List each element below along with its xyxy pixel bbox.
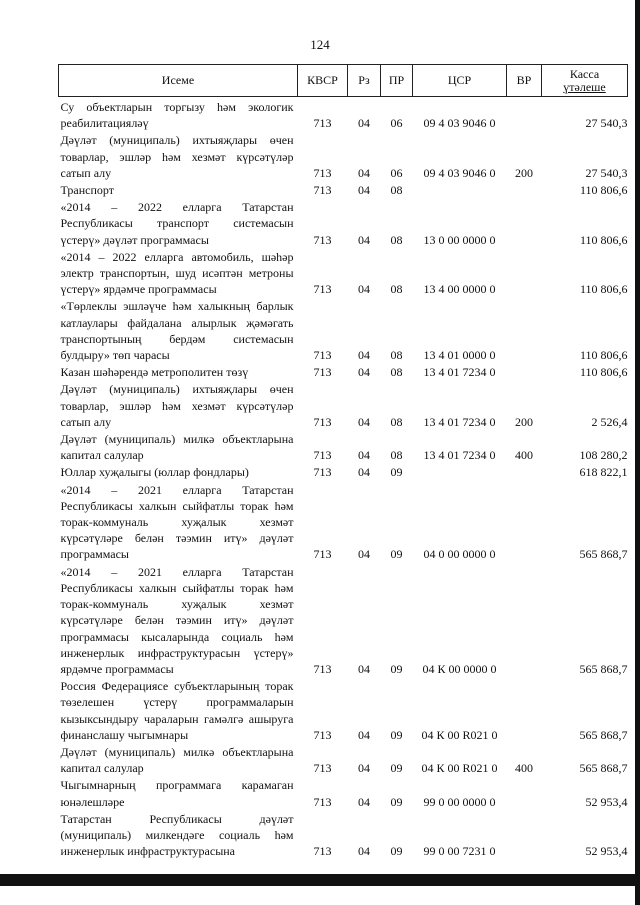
row-kvsr: 713	[313, 794, 332, 809]
table-row	[59, 199, 628, 249]
row-pr: 08	[390, 183, 403, 198]
row-rz: 04	[358, 761, 370, 776]
row-name: Дәүләт (муниципаль) ихтыяҗлары өчен товарлар, эшләр һәм хезмәт күрсәтүләр сатып алу	[60, 133, 294, 180]
row-sum: 565 868,7	[579, 727, 628, 742]
row-rz: 04	[358, 448, 370, 463]
row-rz: 04	[358, 727, 370, 742]
header-pr: ПР	[381, 65, 413, 97]
table-row	[59, 249, 628, 299]
row-sum: 565 868,7	[579, 761, 628, 776]
row-vr	[507, 182, 542, 199]
row-kvsr: 713	[313, 282, 332, 297]
row-kvsr: 713	[313, 232, 332, 247]
row-pr: 08	[390, 348, 403, 363]
row-name: Транспорт	[60, 183, 114, 198]
row-kvsr: 713	[313, 661, 332, 676]
row-pr: 08	[390, 414, 403, 429]
row-sum: 110 806,6	[579, 348, 628, 363]
row-name: «2014 – 2021 елларга Татарстан Республикасы халкын сыйфатлы торак һәм торак-коммуналь хуҗалык хезмәт күрсәтүләре белән тәэмин итү» дәүләт программасы	[60, 482, 294, 562]
row-sum: 110 806,6	[579, 183, 628, 198]
row-rz: 04	[358, 116, 370, 131]
row-vr	[507, 482, 542, 564]
row-vr: 200	[515, 165, 533, 180]
row-sum: 565 868,7	[579, 547, 628, 562]
row-kvsr: 713	[313, 761, 332, 776]
row-vr: 200	[515, 414, 533, 429]
row-sum: 110 806,6	[579, 365, 628, 380]
row-kvsr: 713	[313, 183, 332, 198]
row-name: «2014 – 2022 елларга автомобиль, шәһәр электр транспортын, шуд исәптән метроны үстерү» ярдәмче программасы	[60, 249, 294, 297]
row-sum: 108 280,2	[579, 448, 628, 463]
row-pr: 08	[390, 365, 403, 380]
table-row	[59, 811, 628, 861]
row-sum: 52 953,4	[585, 844, 628, 859]
table-row	[59, 464, 628, 481]
row-name: Чыгымнарның программага карамаган юнәлешләре	[60, 778, 294, 809]
table-row	[59, 744, 628, 777]
row-pr: 09	[390, 547, 403, 562]
row-name: Россия Федерациясе субъектларының торак төзелешен үстерү программаларын кызыксындыру чараларын гамәлгә ашыруга финанслашу чыгымнары	[60, 679, 294, 742]
row-pr: 06	[390, 116, 403, 131]
row-pr: 09	[390, 727, 403, 742]
header-sum	[542, 65, 628, 97]
row-name: «Төрлеклы эшләүче һәм халыкның барлык катлаулары файдалана алырлык җәмәгать транспортының бердәм системасын булдыру» төп чарасы	[60, 299, 294, 363]
row-sum: 27 540,3	[585, 165, 628, 180]
row-pr: 08	[390, 448, 403, 463]
row-rz: 04	[358, 348, 370, 363]
table-row	[59, 564, 628, 678]
table-row	[59, 97, 628, 133]
row-rz: 04	[358, 465, 370, 480]
row-csr: 04 К 00 R021 0	[421, 761, 498, 776]
row-rz: 04	[358, 547, 370, 562]
row-name: Дәүләт (муниципаль) милкә объектларына капитал салулар	[60, 744, 294, 776]
row-name: Казан шәһәрендә метрополитен төзү	[60, 365, 249, 380]
header-kvsr: КВСР	[298, 65, 348, 97]
row-csr: 13 4 01 7234 0	[423, 414, 496, 429]
row-vr	[507, 678, 542, 744]
row-rz: 04	[358, 183, 370, 198]
row-sum: 618 822,1	[579, 465, 628, 480]
row-name: Татарстан Республикасы дәүләт (муниципаль) милкендәге социаль һәм инженерлык инфраструктурасына	[60, 811, 294, 859]
header-name: Исеме	[59, 65, 298, 97]
row-kvsr: 713	[313, 465, 332, 480]
row-vr	[507, 564, 542, 678]
row-vr: 400	[515, 448, 533, 463]
row-kvsr: 713	[313, 414, 332, 429]
row-kvsr: 713	[313, 547, 332, 562]
row-csr: 13 0 00 0000 0	[423, 232, 496, 247]
row-sum: 2 526,4	[591, 414, 628, 429]
row-csr: 99 0 00 7231 0	[423, 844, 496, 859]
row-sum: 110 806,6	[579, 282, 628, 297]
row-kvsr: 713	[313, 844, 332, 859]
budget-table	[58, 64, 628, 860]
row-csr	[413, 464, 507, 481]
row-pr: 09	[390, 844, 403, 859]
row-kvsr: 713	[313, 448, 332, 463]
row-sum: 565 868,7	[579, 661, 628, 676]
row-name: Су объектларын торгызу һәм экологик реабилитацияләү	[60, 100, 294, 131]
row-rz: 04	[358, 661, 370, 676]
row-pr: 09	[390, 465, 403, 480]
row-rz: 04	[358, 365, 370, 380]
table-row	[59, 182, 628, 199]
row-pr: 06	[390, 165, 403, 180]
row-name: «2014 – 2021 елларга Татарстан Республикасы халкын сыйфатлы торак һәм торак-коммуналь хуҗалык хезмәт күрсәтүләре белән тәэмин итү» дәүләт программасы кысаларында социаль һәм инженерлык инфраструктурасын үстерү» ярдәмче программасы	[60, 564, 294, 676]
row-name: Юллар хуҗалыгы (юллар фондлары)	[60, 465, 249, 480]
row-pr: 08	[390, 232, 403, 247]
row-csr: 13 4 01 0000 0	[423, 348, 496, 363]
row-kvsr: 713	[313, 727, 332, 742]
row-kvsr: 713	[313, 348, 332, 363]
row-name: Дәүләт (муниципаль) милкә объектларына капитал салулар	[60, 432, 294, 463]
row-vr	[507, 811, 542, 861]
row-pr: 09	[390, 761, 403, 776]
header-csr: ЦСР	[413, 65, 507, 97]
row-csr: 13 4 00 0000 0	[423, 282, 496, 297]
page-number: 124	[310, 37, 330, 52]
row-csr: 04 0 00 0000 0	[423, 547, 496, 562]
row-csr: 04 К 00 0000 0	[422, 661, 497, 676]
row-vr	[507, 249, 542, 299]
table-row	[59, 482, 628, 564]
row-sum: 27 540,3	[585, 116, 628, 131]
row-csr: 13 4 01 7234 0	[423, 448, 496, 463]
table-row	[59, 777, 628, 810]
header-vr: ВР	[507, 65, 542, 97]
row-sum: 52 953,4	[585, 794, 628, 809]
row-rz: 04	[358, 165, 370, 180]
row-rz: 04	[358, 232, 370, 247]
row-pr: 08	[390, 282, 403, 297]
header-rz: Рз	[348, 65, 381, 97]
row-name: «2014 – 2022 елларга Татарстан Республикасы транспорт системасын үстерү» дәүләт программасы	[60, 200, 294, 247]
table-row	[59, 132, 628, 182]
table-row	[59, 678, 628, 744]
header-sum-line1: Касса	[569, 66, 600, 81]
row-pr: 09	[390, 794, 403, 809]
header-sum-line2: үтәлеше	[563, 79, 606, 94]
row-pr: 09	[390, 661, 403, 676]
table-row	[59, 381, 628, 431]
row-kvsr: 713	[313, 165, 332, 180]
row-sum: 110 806,6	[579, 232, 628, 247]
row-csr: 13 4 01 7234 0	[423, 365, 496, 380]
row-rz: 04	[358, 844, 370, 859]
row-csr: 04 К 00 R021 0	[421, 727, 498, 742]
row-vr: 400	[515, 761, 533, 776]
table-row	[59, 431, 628, 464]
row-vr	[507, 97, 542, 133]
scan-bottom-bar	[0, 874, 640, 886]
row-vr	[507, 464, 542, 481]
row-rz: 04	[358, 414, 370, 429]
row-csr: 09 4 03 9046 0	[423, 165, 496, 180]
row-vr	[507, 298, 542, 364]
row-csr: 09 4 03 9046 0	[423, 116, 496, 131]
row-csr: 99 0 00 0000 0	[423, 794, 496, 809]
row-rz: 04	[358, 794, 370, 809]
row-vr	[507, 199, 542, 249]
row-csr	[413, 182, 507, 199]
row-vr	[507, 364, 542, 381]
table-row	[59, 298, 628, 364]
row-vr	[507, 777, 542, 810]
row-kvsr: 713	[313, 365, 332, 380]
row-name: Дәүләт (муниципаль) ихтыяҗлары өчен товарлар, эшләр һәм хезмәт күрсәтүләр сатып алу	[60, 382, 294, 429]
scan-right-edge	[635, 0, 640, 905]
table-row	[59, 364, 628, 381]
table-body	[59, 97, 628, 861]
row-kvsr: 713	[313, 116, 332, 131]
row-rz: 04	[358, 282, 370, 297]
table-header-row	[59, 65, 628, 97]
